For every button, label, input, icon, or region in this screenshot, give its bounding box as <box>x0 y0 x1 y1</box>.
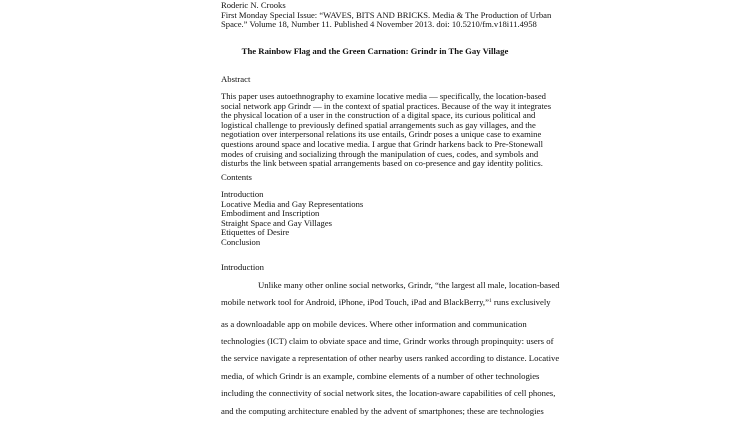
abstract-line: This paper uses autoethnography to examine locative media — specifically, the location-based <box>221 91 546 101</box>
intro-line-text: mobile network tool for Android, iPhone, iPod Touch, iPad and BlackBerry,” <box>221 297 489 307</box>
abstract-line: negotiation over interpersonal relations its use entails, Grindr poses a unique case to examine <box>221 129 542 140</box>
toc-item-conclusion: Conclusion <box>221 236 261 247</box>
abstract-line: logistical challenge to previously defined spatial arrangements such as gay villages, and the <box>221 119 536 130</box>
abstract-text <box>221 91 552 169</box>
toc-item-embodiment: Embodiment and Inscription <box>221 208 320 219</box>
abstract-line: social network app Grindr — in the context of spatial practices. Because of the way it integrates <box>221 100 552 111</box>
abstract-line: modes of cruising and socializing through the manipulation of cues, codes, and symbols and <box>221 148 539 159</box>
toc-item-etiquettes: Etiquettes of Desire <box>221 227 290 238</box>
intro-line: as a downloadable app on mobile devices. Where other information and communication <box>221 319 527 329</box>
journal-citation-line-2: Space.” Volume 18, Number 11. Published 4 November 2013. doi: 10.5210/fm.v18i11.4958 <box>221 19 537 30</box>
intro-line: and the computing architecture enabled by the advent of smartphones; these are technologies <box>221 406 544 416</box>
abstract-line: the physical location of a user in the construction of a digital space, its curious political and <box>221 110 536 121</box>
toc-item-introduction: Introduction <box>221 189 264 199</box>
abstract-line: disturbs the link between spatial arrangements based on co-presence and gay identity politics. <box>221 158 543 169</box>
table-of-contents <box>221 190 541 248</box>
introduction-heading: Introduction <box>221 262 264 272</box>
intro-line: Unlike many other online social networks, Grindr, “the largest all male, location-based <box>258 280 560 290</box>
toc-item-locative-media: Locative Media and Gay Representations <box>221 198 364 209</box>
author-name: Roderic N. Crooks <box>221 0 286 10</box>
footnote-marker: 1 <box>488 298 492 304</box>
contents-heading: Contents <box>221 172 252 182</box>
abstract-heading: Abstract <box>221 74 251 84</box>
journal-citation-line-1: First Monday Special Issue: “WAVES, BITS AND BRICKS. Media & The Production of Urban <box>221 9 552 20</box>
intro-line: media, of which Grindr is an example, combine elements of a number of other technologies <box>221 371 540 381</box>
intro-line-text: runs exclusively <box>491 297 551 307</box>
toc-item-straight-space: Straight Space and Gay Villages <box>221 217 333 228</box>
intro-line: the service navigate a representation of other nearby users ranked according to distance. Locative <box>221 353 560 363</box>
intro-line: technologies (ICT) claim to obviate space and time, Grindr works through propinquity: users of <box>221 336 554 346</box>
paper-title: The Rainbow Flag and the Green Carnation: Grindr in The Gay Village <box>241 46 509 56</box>
article-header <box>221 0 552 30</box>
abstract-line: questions around space and locative media. I argue that Grindr harkens back to Pre-Stonewall <box>221 138 544 149</box>
intro-line-with-footnote <box>221 297 551 307</box>
intro-line: including the connectivity of social network sites, the location-aware capabilities of cell phones, <box>221 388 556 398</box>
